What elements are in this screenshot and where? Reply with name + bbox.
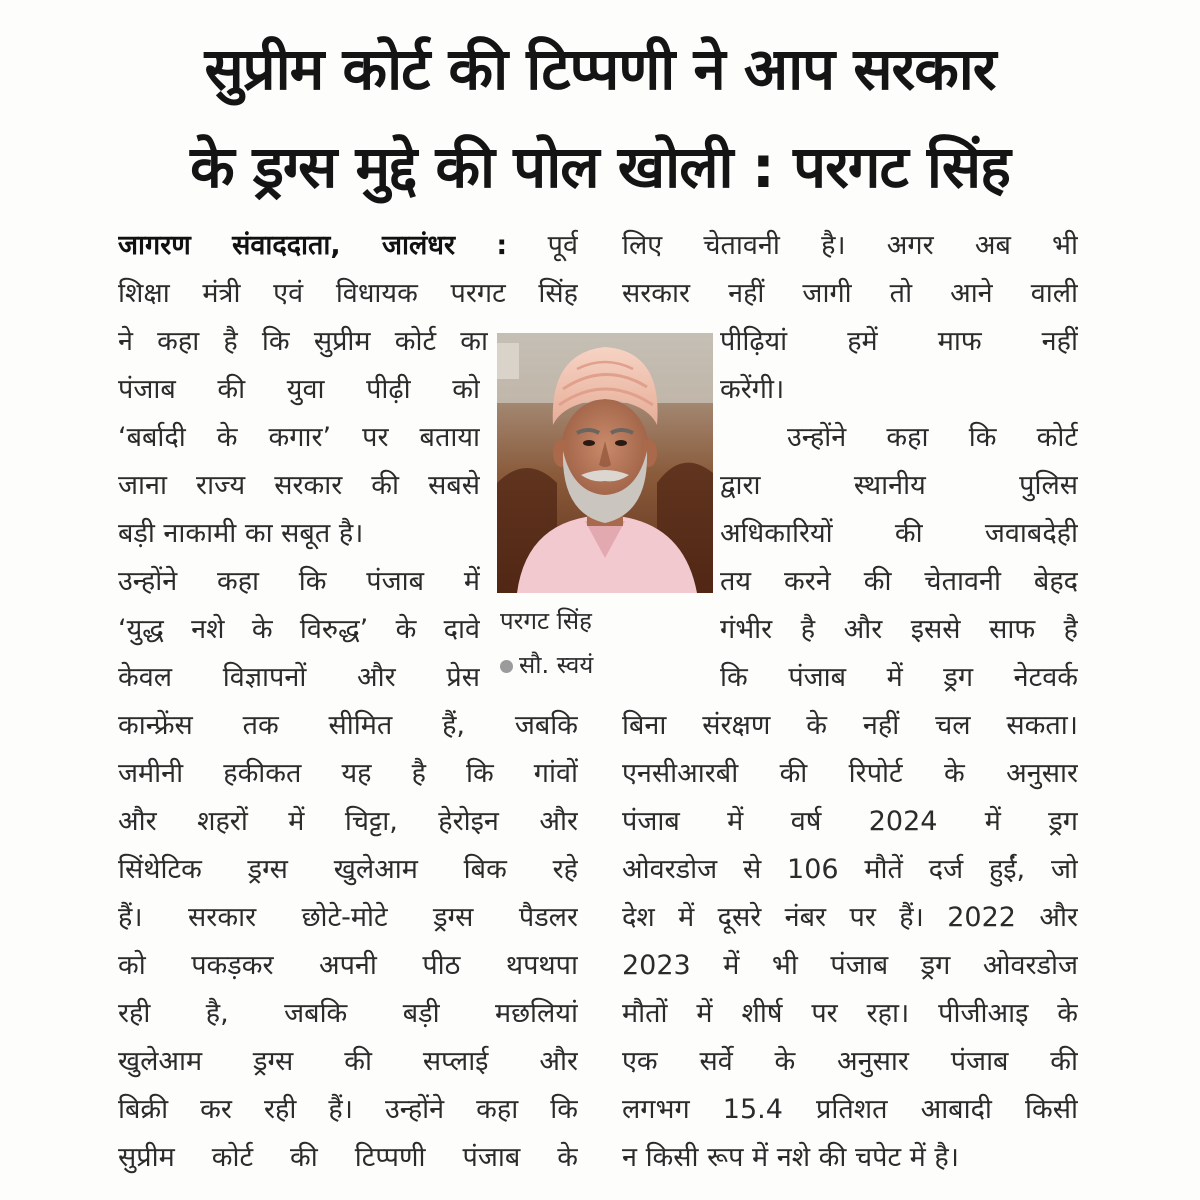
clipping-bottom-edge (0, 1182, 1200, 1200)
article-line: अधिकारियों की जवाबदेही (720, 518, 1078, 549)
article-line: बिना संरक्षण के नहीं चल सकता। (622, 710, 1078, 741)
article-line: कि पंजाब में ड्रग नेटवर्क (720, 662, 1078, 693)
article-line: जमीनी हकीकत यह है कि गांवों (118, 758, 578, 789)
article-line: ने कहा है कि सुप्रीम कोर्ट का (118, 326, 488, 357)
bullet-icon (500, 660, 513, 673)
article-line: कान्फ्रेंस तक सीमित हैं, जबकि (118, 710, 578, 741)
article-line: बिक्री कर रही हैं। उन्होंने कहा कि (118, 1094, 578, 1125)
article-line: लगभग 15.4 प्रतिशत आबादी किसी (622, 1094, 1078, 1125)
article-line: उन्होंने कहा कि पंजाब में (118, 566, 480, 597)
article-line: जाना राज्य सरकार की सबसे (118, 470, 480, 501)
portrait-illustration (497, 333, 713, 593)
article-line: सिंथेटिक ड्रग्स खुलेआम बिक रहे (118, 854, 578, 885)
article-line: द्वारा स्थानीय पुलिस (720, 470, 1078, 501)
article-line: मौतों में शीर्ष पर रहा। पीजीआइ के (622, 998, 1078, 1029)
article-line: पीढ़ियां हमें माफ नहीं (720, 326, 1078, 357)
article-line: ओवरडोज से 106 मौतें दर्ज हुईं, जो (622, 854, 1078, 885)
article-line: केवल विज्ञापनों और प्रेस (118, 662, 480, 693)
article-line: 2023 में भी पंजाब ड्रग ओवरडोज (622, 950, 1078, 981)
article-line: एनसीआरबी की रिपोर्ट के अनुसार (622, 758, 1078, 789)
article-line: पंजाब की युवा पीढ़ी को (118, 374, 480, 405)
article-line: तय करने की चेतावनी बेहद (720, 566, 1078, 597)
article-line: रही है, जबकि बड़ी मछलियां (118, 998, 578, 1029)
article-line: उन्होंने कहा कि कोर्ट (787, 422, 1078, 453)
article-line: करेंगी। (720, 374, 785, 405)
article-line (118, 226, 578, 266)
article-line: गंभीर है और इससे साफ है (720, 614, 1078, 645)
article-line: देश में दूसरे नंबर पर हैं। 2022 और (622, 902, 1078, 933)
article-text: पूर्व (547, 230, 578, 261)
article-line: सुप्रीम कोर्ट की टिप्पणी पंजाब के (118, 1142, 578, 1173)
photo-caption-credit (500, 648, 593, 681)
article-line: सरकार नहीं जागी तो आने वाली (622, 278, 1078, 309)
article-line: को पकड़कर अपनी पीठ थपथपा (118, 950, 578, 981)
article-line: बड़ी नाकामी का सबूत है। (118, 518, 364, 549)
article-line: शिक्षा मंत्री एवं विधायक परगट सिंह (118, 278, 578, 309)
article-line: और शहरों में चिट्टा, हेरोइन और (118, 806, 578, 837)
article-line: न किसी रूप में नशे की चपेट में है। (622, 1142, 959, 1173)
article-line: लिए चेतावनी है। अगर अब भी (622, 230, 1078, 261)
photo-caption-name: परगट सिंह (500, 607, 592, 635)
article-line: ‘बर्बादी के कगार’ पर बताया (118, 422, 480, 453)
article-line: खुलेआम ड्रग्स की सप्लाई और (118, 1046, 578, 1077)
portrait-photo (497, 333, 713, 593)
article-line: पंजाब में वर्ष 2024 में ड्रग (622, 806, 1078, 837)
article-line: एक सर्वे के अनुसार पंजाब की (622, 1046, 1078, 1077)
article-line: ‘युद्ध नशे के विरुद्ध’ के दावे (118, 614, 480, 645)
dateline: जागरण संवाददाता, जालंधर : (118, 230, 508, 261)
article-line: हैं। सरकार छोटे-मोटे ड्रग्स पैडलर (118, 902, 578, 933)
headline-line-1: सुप्रीम कोर्ट की टिप्पणी ने आप सरकार (204, 35, 996, 103)
photo-credit-text: सौ. स्वयं (519, 651, 594, 679)
headline-line-2: के ड्रग्स मुद्दे की पोल खोली : परगट सिंह (190, 133, 1010, 201)
